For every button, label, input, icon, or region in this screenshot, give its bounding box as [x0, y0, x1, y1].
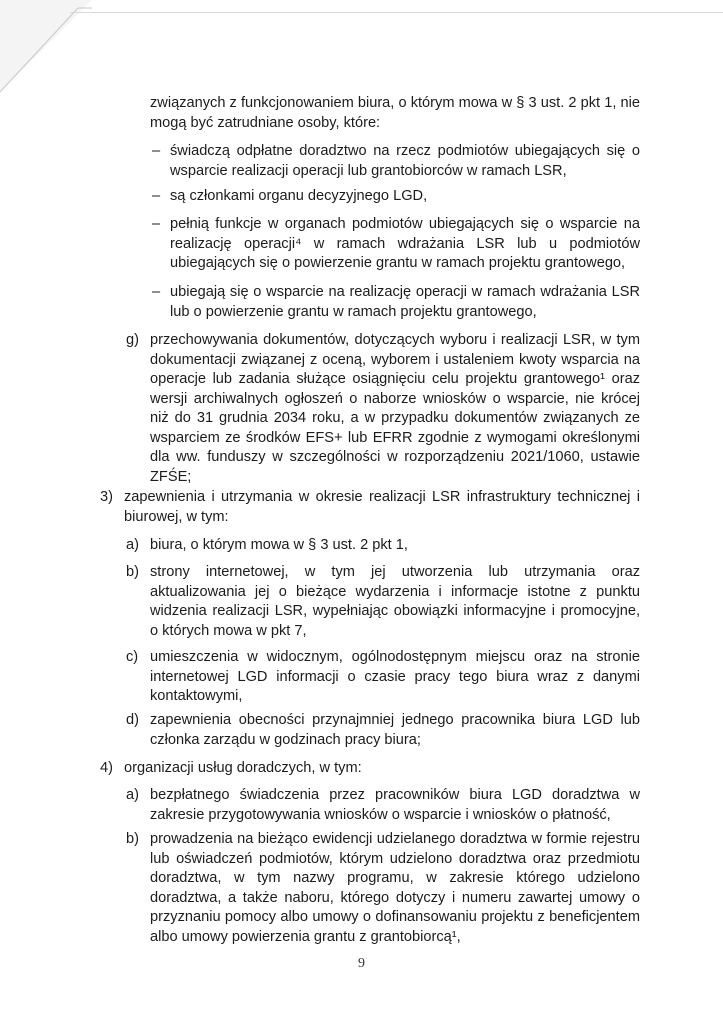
- list-marker: 3): [100, 489, 113, 505]
- scan-corner-shadow: [0, 0, 92, 100]
- dash-item: świadczą odpłatne doradztwo na rzecz podmiotów ubiegających się o wsparcie realizacji operacji lub grantobiorców w ramach LSR,: [170, 143, 640, 179]
- list-item-3b: strony internetowej, w tym jej utworzenia lub utrzymania oraz aktualizowania jej o bieżące wydarzenia i informacje istotne z punktu widzenia realizacji LSR, wypełniając obowiązki informacyjne i promocyjne, o których mowa w pkt 7,: [150, 564, 640, 639]
- list-item-3: zapewnienia i utrzymania w okresie realizacji LSR infrastruktury technicznej i biurowej, w tym:: [124, 489, 640, 525]
- list-item-3d: zapewnienia obecności przynajmniej jednego pracownika biura LGD lub członka zarządu w godzinach pracy biura;: [150, 712, 640, 748]
- list-marker: a): [126, 787, 139, 803]
- list-item-4: organizacji usług doradczych, w tym:: [124, 760, 362, 776]
- list-marker: b): [126, 564, 139, 580]
- list-marker: b): [126, 831, 139, 847]
- list-item-g: przechowywania dokumentów, dotyczących wyboru i realizacji LSR, w tym dokumentacji związanej z oceną, wyborem i ustaleniem kwoty wsparcia na operacje lub zadania służące osiągnięciu celu projektu grantowego¹ oraz wersji archiwalnych ogłoszeń o naborze wniosków o wsparcie, nie krócej niż do 31 grudnia 2034 roku, a w przypadku dokumentów związanych ze wsparciem ze środków EFS+ lub EFRR zgodnie z wymogami określonymi dla ww. funduszy w szczególności w rozporządzeniu 2021/1060, ustawie ZFŚE;: [150, 332, 640, 485]
- list-marker: a): [126, 537, 139, 553]
- list-marker: d): [126, 712, 139, 728]
- list-marker: c): [126, 649, 139, 665]
- list-item-3a: biura, o którym mowa w § 3 ust. 2 pkt 1,: [150, 537, 408, 553]
- dash-marker: –: [152, 284, 161, 300]
- list-item-3c: umieszczenia w widocznym, ogólnodostępnym miejscu oraz na stronie internetowej LGD informacji o czasie pracy tego biura wraz z danymi kontaktowymi,: [150, 649, 640, 704]
- list-marker: 4): [100, 760, 113, 776]
- list-marker: g): [126, 332, 139, 348]
- dash-item: pełnią funkcje w organach podmiotów ubiegających się o wsparcie na realizację operacji⁴ w ramach wdrażania LSR lub u podmiotów ubiegających się o powierzenie grantu w ramach projektu grantowego,: [170, 216, 640, 271]
- dash-marker: –: [152, 216, 161, 232]
- intro-paragraph: związanych z funkcjonowaniem biura, o którym mowa w § 3 ust. 2 pkt 1, nie mogą być zatrudniane osoby, które:: [150, 95, 640, 131]
- scan-top-edge: [70, 12, 723, 13]
- page-number: 9: [358, 956, 365, 971]
- dash-item: ubiegają się o wsparcie na realizację operacji w ramach wdrażania LSR lub o powierzenie grantu w ramach projektu grantowego,: [170, 284, 640, 320]
- dash-marker: –: [152, 188, 161, 204]
- dash-marker: –: [152, 143, 161, 159]
- dash-item: są członkami organu decyzyjnego LGD,: [170, 188, 428, 204]
- list-item-4b: prowadzenia na bieżąco ewidencji udzielanego doradztwa w formie rejestru lub oświadczeń podmiotów, którym udzielono doradztwa oraz przedmiotu doradztwa, w tym nazwy programu, w zakresie którego udzielono doradztwa, a także naboru, którego dotyczy i numeru zawartej umowy o przyznaniu pomocy albo umowy o dofinansowaniu projektu z beneficjentem albo umowy powierzenia grantu z grantobiorcą¹,: [150, 831, 640, 945]
- list-item-4a: bezpłatnego świadczenia przez pracowników biura LGD doradztwa w zakresie przygotowywania wniosków o wsparcie i wniosków o płatność,: [150, 787, 640, 823]
